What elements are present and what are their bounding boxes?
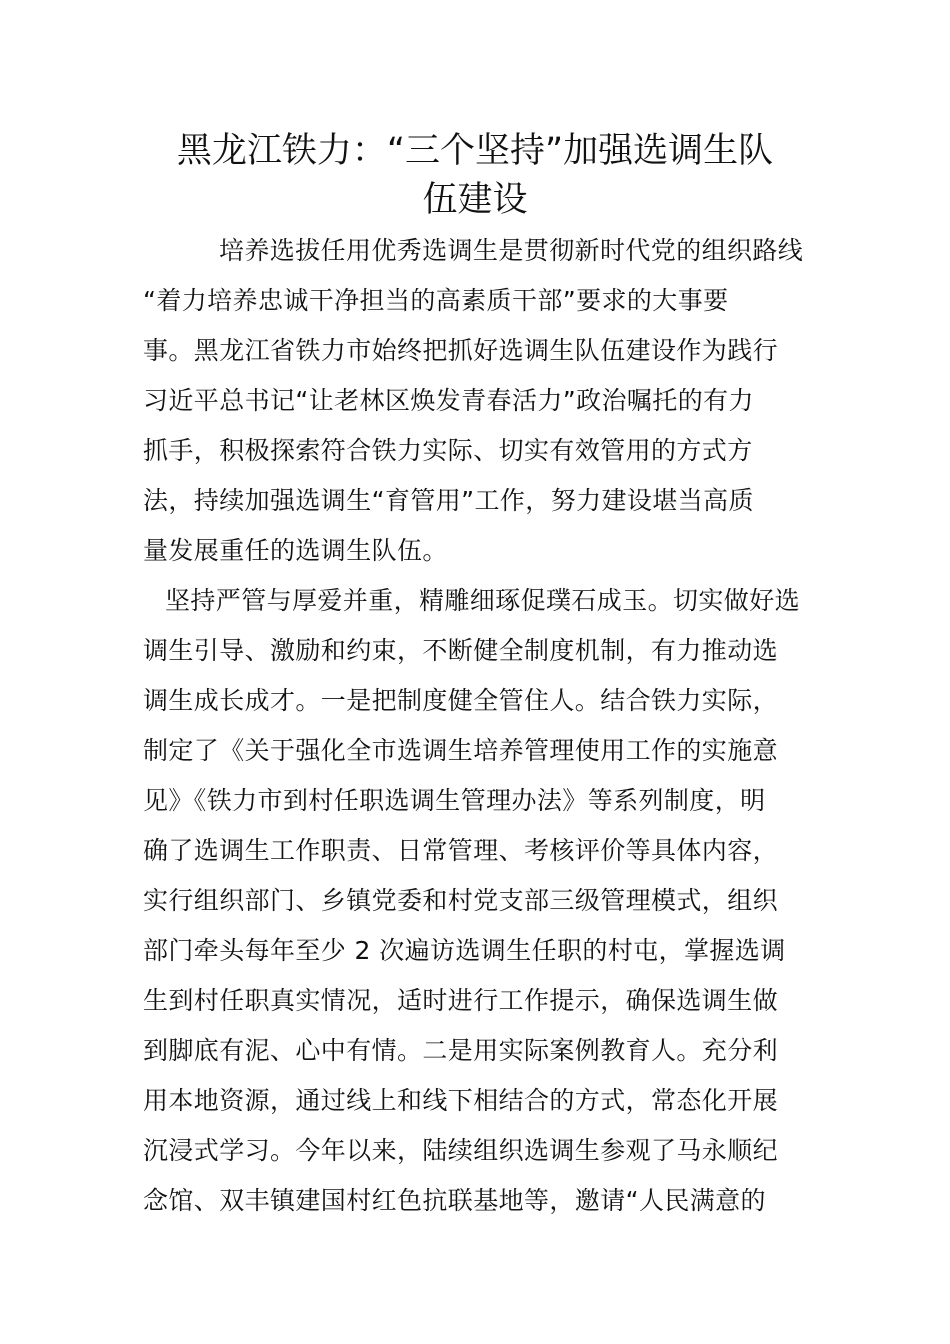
text-line: 量发展重任的选调生队伍。 bbox=[143, 536, 448, 565]
text-line: 实行组织部门、乡镇党委和村党支部三级管理模式，组织 bbox=[143, 886, 779, 915]
text-line: 生到村任职真实情况，适时进行工作提示，确保选调生做 bbox=[143, 986, 779, 1015]
text-line: 抓手，积极探索符合铁力实际、切实有效管用的方式方 bbox=[143, 436, 753, 465]
text-line: 坚持严管与厚爱并重，精雕细琢促璞石成玉。切实做好选 bbox=[165, 586, 801, 615]
text-line: 调生引导、激励和约束，不断健全制度机制，有力推动选 bbox=[143, 636, 779, 665]
text-line: 到脚底有泥、心中有情。二是用实际案例教育人。充分利 bbox=[143, 1036, 779, 1065]
text-line: 部门牵头每年至少 2 次遍访选调生任职的村屯，掌握选调 bbox=[143, 936, 786, 965]
text-line: 确了选调生工作职责、日常管理、考核评价等具体内容， bbox=[143, 836, 779, 865]
text-line: 用本地资源，通过线上和线下相结合的方式，常态化开展 bbox=[143, 1086, 779, 1115]
paragraph-1 bbox=[143, 226, 811, 576]
text-line: 习近平总书记“让老林区焕发青春活力”政治嘱托的有力 bbox=[143, 386, 754, 415]
text-line: 制定了《关于强化全市选调生培养管理使用工作的实施意 bbox=[143, 736, 779, 765]
text-line: “着力培养忠诚干净担当的高素质干部”要求的大事要 bbox=[143, 286, 729, 315]
text-line: 见》《铁力市到村任职选调生管理办法》等系列制度，明 bbox=[143, 786, 766, 815]
text-line: 念馆、双丰镇建国村红色抗联基地等，邀请“人民满意的 bbox=[143, 1186, 766, 1215]
text-line: 培养选拔任用优秀选调生是贯彻新时代党的组织路线 bbox=[219, 236, 804, 265]
title-line-1: 黑龙江铁力：“三个坚持”加强选调生队 bbox=[176, 131, 774, 171]
document-body bbox=[143, 226, 811, 1226]
text-line: 事。黑龙江省铁力市始终把抓好选调生队伍建设作为践行 bbox=[143, 336, 779, 365]
text-line: 法，持续加强选调生“育管用”工作，努力建设堪当高质 bbox=[143, 486, 754, 515]
title-line-2: 伍建设 bbox=[422, 180, 528, 220]
paragraph-2 bbox=[143, 576, 811, 1226]
text-line: 沉浸式学习。今年以来，陆续组织选调生参观了马永顺纪 bbox=[143, 1136, 779, 1165]
text-line: 调生成长成才。一是把制度健全管住人。结合铁力实际， bbox=[143, 686, 779, 715]
document-title bbox=[120, 127, 830, 225]
